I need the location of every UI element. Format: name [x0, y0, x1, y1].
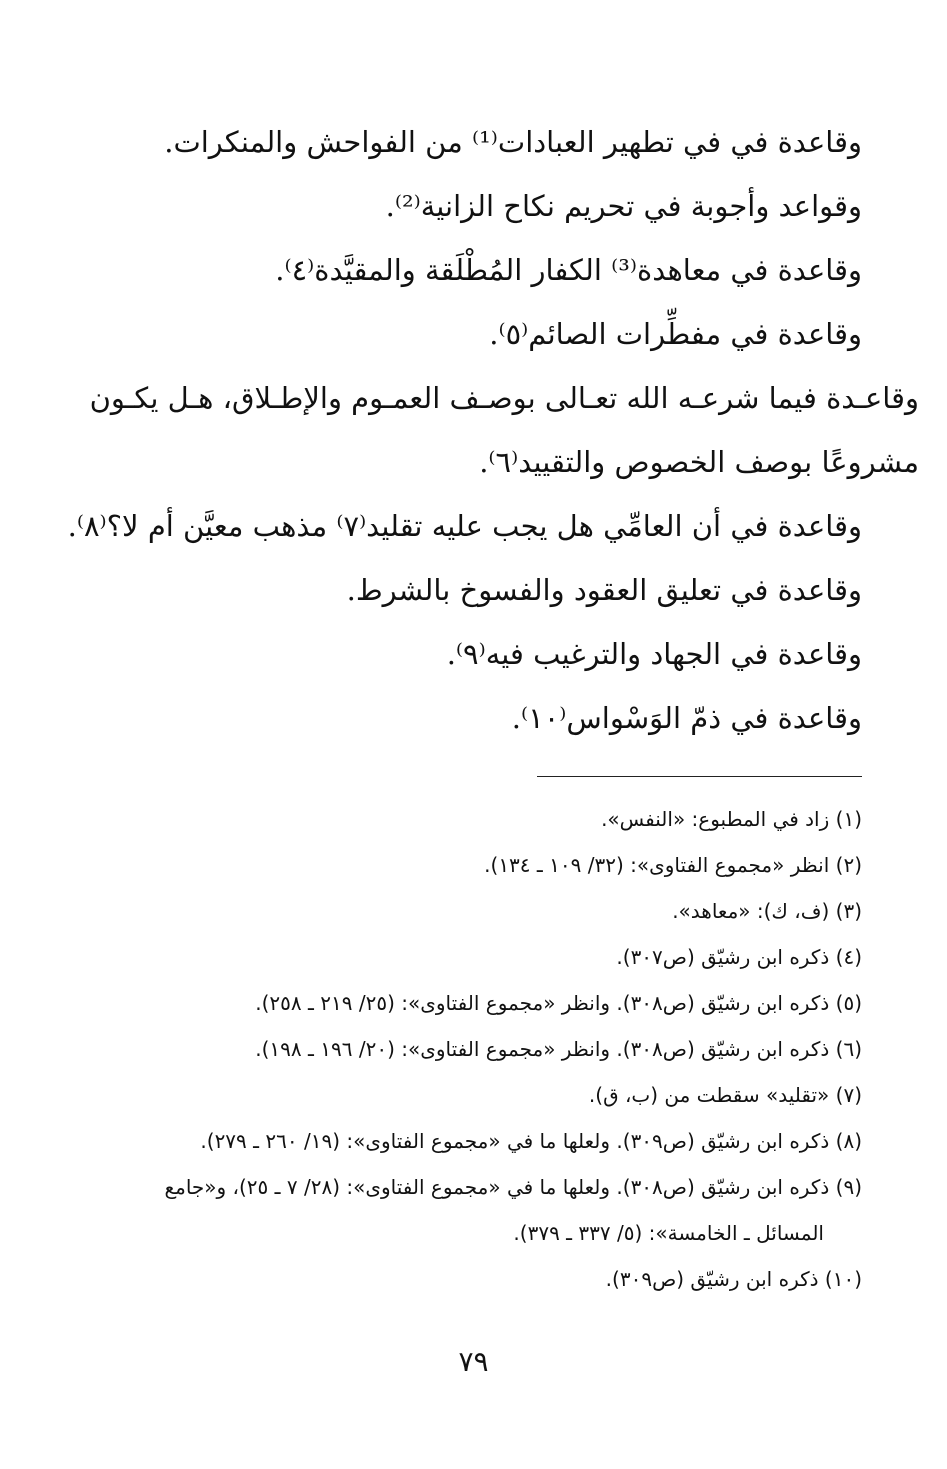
footnote: (٧) «تقليد» سقطت من (ب، ق). [588, 1083, 862, 1107]
footnote: (٣) (ف، ك): «معاهد». [672, 899, 862, 923]
page-number: ٧٩ [458, 1345, 489, 1378]
paragraph: وقاعدة في أن العامِّي هل يجب عليه تقليد⁽٧⁾ مذهب معيَّن أم لا؟⁽٨⁾. [67, 509, 862, 543]
paragraph: وقاعدة في ذمّ الوَسْواس⁽١٠⁾. [511, 701, 862, 735]
footnote: (١) زاد في المطبوع: «النفس». [601, 807, 862, 831]
footnote: (٩) ذكره ابن رشيّق (ص٣٠٨). ولعلها ما في «مجموع الفتاوى»: (٢٨/ ٧ ـ ٢٥)، و«جامع [164, 1175, 862, 1199]
paragraph: وقاعدة في في تطهير العبادات⁽¹⁾ من الفواحش والمنكرات. [164, 125, 862, 159]
paragraph: مشروعًا بوصف الخصوص والتقييد⁽٦⁾. [479, 445, 919, 479]
footnotes [45, 796, 862, 1302]
footnote: (٤) ذكره ابن رشيّق (ص٣٠٧). [616, 945, 862, 969]
paragraph: وقاعدة في مفطِّرات الصائم⁽٥⁾. [489, 317, 862, 351]
main-text [45, 110, 919, 750]
paragraph: وقاعدة في معاهدة⁽³⁾ الكفار المُطْلَقة والمقيَّدة⁽٤⁾. [275, 253, 862, 287]
footnote: (٥) ذكره ابن رشيّق (ص٣٠٨). وانظر «مجموع الفتاوى»: (٢٥/ ٢١٩ ـ ٢٥٨). [255, 991, 862, 1015]
footnote: (٨) ذكره ابن رشيّق (ص٣٠٩). ولعلها ما في «مجموع الفتاوى»: (١٩/ ٢٦٠ ـ ٢٧٩). [200, 1129, 862, 1153]
footnote: (٢) انظر «مجموع الفتاوى»: (٣٢/ ١٠٩ ـ ١٣٤). [484, 853, 862, 877]
footnote-divider [537, 776, 862, 777]
paragraph: وقواعد وأجوبة في تحريم نكاح الزانية⁽²⁾. [385, 189, 862, 223]
paragraph: وقاعـدة فيما شرعـه الله تعـالى بوصـف العمـوم والإطـلاق، هـل يكـون [89, 381, 919, 415]
paragraph: وقاعدة في الجهاد والترغيب فيه⁽٩⁾. [446, 637, 862, 671]
footnote-continuation: المسائل ـ الخامسة»: (٥/ ٣٣٧ ـ ٣٧٩). [513, 1221, 824, 1245]
paragraph: وقاعدة في تعليق العقود والفسوخ بالشرط. [346, 573, 862, 607]
footnote: (٦) ذكره ابن رشيّق (ص٣٠٨). وانظر «مجموع الفتاوى»: (٢٠/ ١٩٦ ـ ١٩٨). [255, 1037, 862, 1061]
footnote: (١٠) ذكره ابن رشيّق (ص٣٠٩). [605, 1267, 862, 1291]
